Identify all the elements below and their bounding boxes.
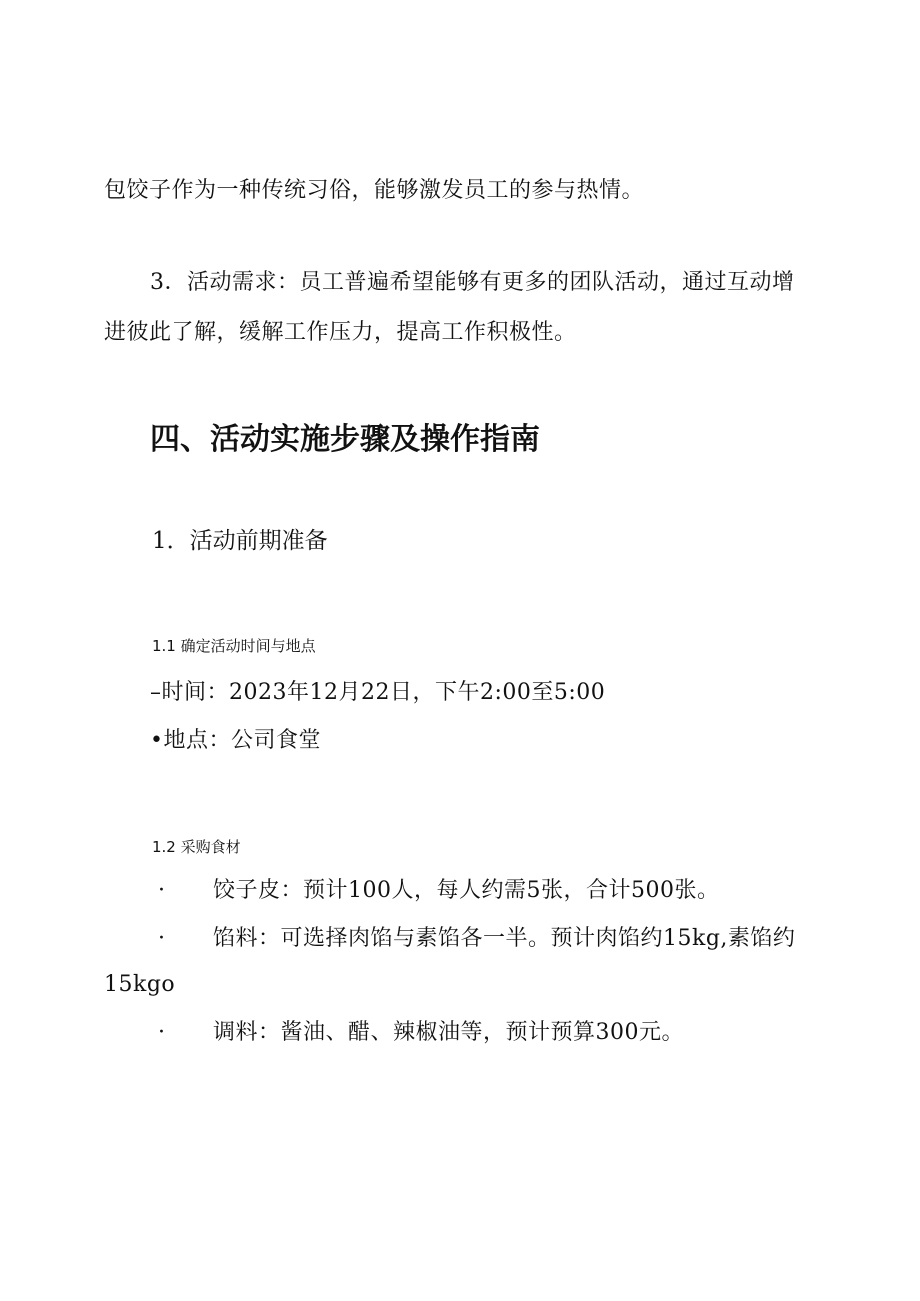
detail-place: •地点：公司食堂 [150,728,321,753]
list-item-wrap-text: 15kgo [104,972,176,997]
bullet-dot: · [158,878,166,903]
list-item-text: 饺子皮：预计100人，每人约需5张，合计500张。 [213,878,720,903]
section-heading-implementation-steps: 四、活动实施步骤及操作指南 [150,422,540,457]
item-heading-purchase-ingredients: 1.2 采购食材 [152,838,241,856]
paragraph-motivation-line: 包饺子作为一种传统习俗，能够激发员工的参与热情。 [104,178,645,203]
paragraph-activity-needs-line-2: 进彼此了解，缓解工作压力，提高工作积极性。 [104,320,577,345]
subheading-preparation: 1．活动前期准备 [152,528,328,554]
bullet-dot: · [158,1020,166,1045]
paragraph-activity-needs-line-1: 3．活动需求：员工普遍希望能够有更多的团队活动，通过互动增 [150,270,795,295]
bullet-dot: · [158,926,166,951]
item-heading-time-place: 1.1 确定活动时间与地点 [152,637,316,655]
list-item-text: 馅料：可选择肉馅与素馅各一半。预计肉馅约15kg,素馅约 [213,926,796,951]
list-item-text: 调料：酱油、醋、辣椒油等，预计预算300元。 [213,1020,684,1045]
detail-time: –时间：2023年12月22日，下午2:00至5:00 [150,680,606,705]
